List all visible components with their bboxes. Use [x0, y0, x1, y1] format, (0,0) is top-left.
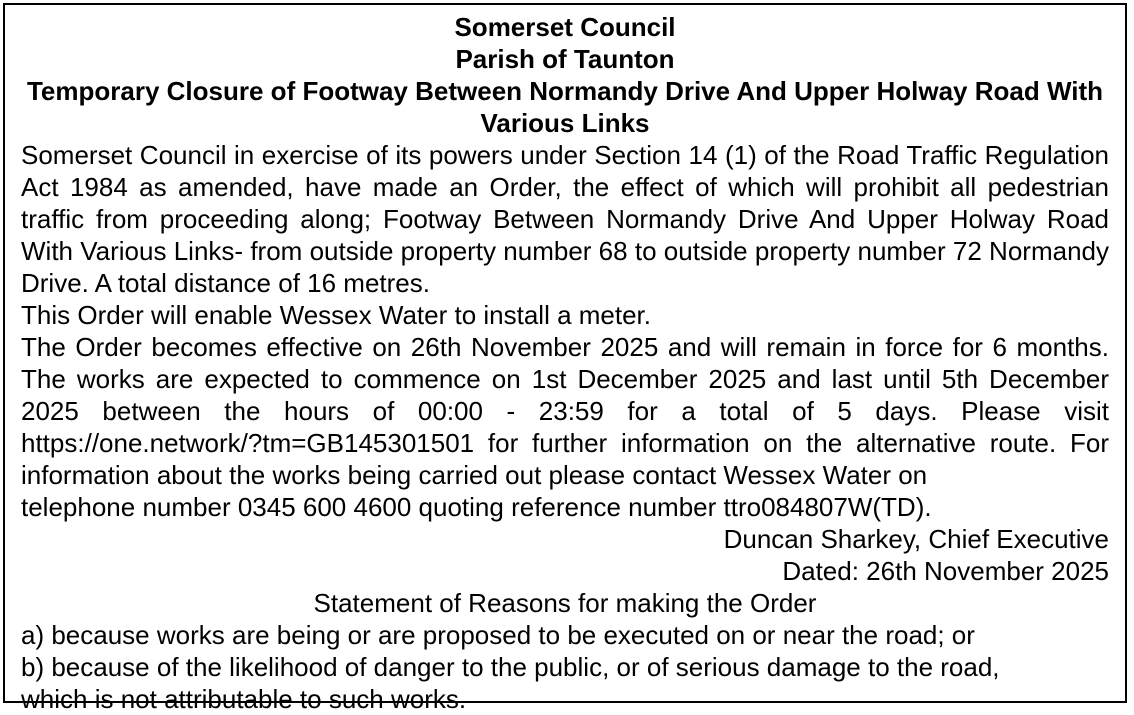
effective-paragraph: The Order becomes effective on 26th November 2025 and will remain in force for 6 months. The works are expected to commence on 1st December 2025 and last until 5th December 2025 between the hours of 00:00 - 23:59 for a total of 5 days. Please visit https://one.network/?tm=GB145301501 for further information on the alternative route. For information about the works being carried out please contact Wessex Water on: [21, 332, 1109, 490]
effective-paragraph-end: telephone number 0345 600 4600 quoting reference number ttro084807W(TD).: [21, 492, 932, 522]
parish-heading: Parish of Taunton: [455, 44, 675, 74]
authority-heading: Somerset Council: [454, 12, 676, 42]
reasons-heading: Statement of Reasons for making the Order: [313, 588, 817, 618]
signatory: Duncan Sharkey, Chief Executive: [723, 524, 1109, 554]
notice-title: Temporary Closure of Footway Between Normandy Drive And Upper Holway Road With Various Links: [26, 76, 1104, 138]
order-paragraph: Somerset Council in exercise of its powers under Section 14 (1) of the Road Traffic Regulation Act 1984 as amended, have made an Order, the effect of which will prohibit all pedestrian traffic from proceeding along; Footway Between Normandy Drive And Upper Holway Road With Various Links- from outside property number 68 to outside property number 72 Normandy Drive. A total distance of 16 metres.: [21, 140, 1109, 298]
order-paragraph-end: This Order will enable Wessex Water to install a meter.: [21, 300, 652, 330]
reason-a: a) because works are being or are proposed to be executed on or near the road; or: [21, 620, 975, 650]
dated-line: Dated: 26th November 2025: [782, 556, 1109, 586]
public-notice: [3, 3, 1127, 714]
reason-b-end: which is not attributable to such works.: [21, 684, 467, 714]
reason-b: b) because of the likelihood of danger to the public, or of serious damage to the road,: [21, 652, 1000, 682]
